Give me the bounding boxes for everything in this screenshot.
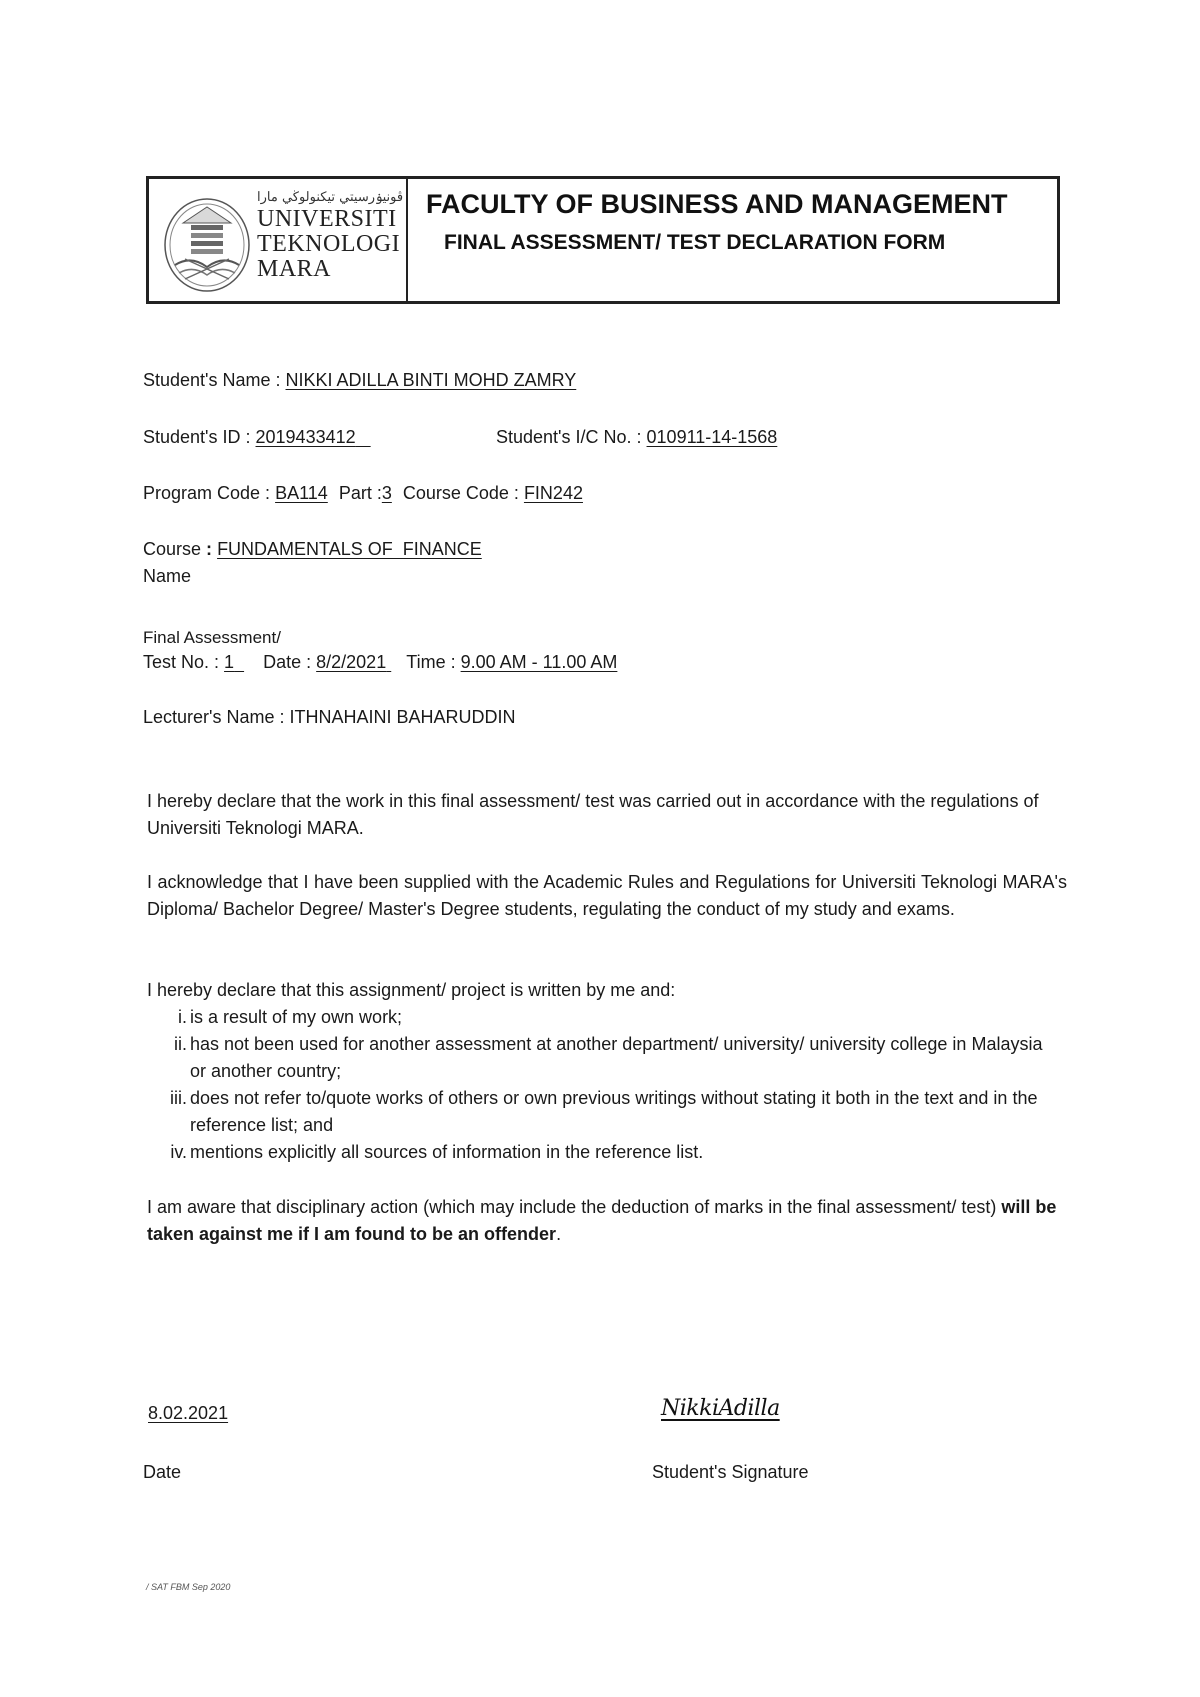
signature-label: Student's Signature [652,1462,809,1482]
course-label-line2: Name [143,566,192,586]
declaration-paragraph-1: I hereby declare that the work in this final assessment/ test was carried out in accordance with the regulations of Universiti Teknologi MARA. [147,791,1039,838]
logo-line-1: UNIVERSITI [257,206,397,232]
student-ic-label: Student's I/C No. : [496,427,642,447]
course-code-label: Course Code : [402,483,519,503]
lecturer-row [143,707,516,728]
test-no-value: 1 [224,652,235,672]
student-name-row [143,370,576,391]
list-item-number: ii. [174,1034,187,1054]
assessment-label-line1: Final Assessment/ [143,628,281,647]
student-name-label: Student's Name : [143,370,281,390]
declaration-list-item [155,1031,1060,1085]
declaration-list-item [155,1004,1060,1031]
footer-note: / SAT FBM Sep 2020 [146,1582,231,1592]
logo-jawi-text: ڤونيۏرسيتي تيكنولوڬي مارا [257,190,403,205]
date-value: 8/2/2021 [316,652,387,672]
form-header [146,176,1060,304]
form-title: FINAL ASSESSMENT/ TEST DECLARATION FORM [444,231,946,254]
program-row [143,483,583,504]
declaration-list-item [155,1085,1060,1139]
course-name-row [143,539,482,560]
list-item-number: iii. [170,1088,187,1108]
program-code-value: BA114 [275,483,328,503]
declaration-list [155,1004,1060,1166]
part-value: 3 [381,483,392,503]
university-crest-icon [161,193,253,293]
student-ic-value: 010911-14-1568 [646,427,778,447]
list-item-text: is a result of my own work; [190,1007,403,1027]
time-value: 9.00 AM - 11.00 AM [460,652,618,672]
declaration-p4-end: . [556,1224,562,1244]
test-no-label: Test No. : [143,652,220,672]
course-label-colon: : [206,539,213,559]
declaration-paragraph-4 [147,1194,1067,1248]
date-underline-pad [386,652,391,672]
list-item-text: has not been used for another assessment at another department/ university/ university college in Malaysia or another country; [190,1034,1043,1081]
student-id-underline-pad [356,427,371,447]
student-id-row [143,427,371,448]
program-code-label: Program Code : [143,483,271,503]
declaration-paragraph-3: I hereby declare that this assignment/ project is written by me and: [147,980,676,1000]
student-id-label: Student's ID : [143,427,251,447]
university-logo [149,179,408,301]
student-id-value: 2019433412 [255,427,356,447]
course-name-value: FUNDAMENTALS OF FINANCE [217,539,482,559]
date-label: Date : [263,652,312,672]
student-name-value: NIKKI ADILLA BINTI MOHD ZAMRY [285,370,577,390]
course-label: Course [143,539,202,559]
declaration-paragraph-2: I acknowledge that I have been supplied with the Academic Rules and Regulations for Universiti Teknologi MARA's Diploma/ Bachelor Degree/ Master's Degree students, regulating the conduct of my study and exams. [147,872,1067,919]
lecturer-label: Lecturer's Name : [143,707,285,727]
lecturer-name: ITHNAHAINI BAHARUDDIN [289,707,516,727]
assessment-row [143,652,617,673]
list-item-text: mentions explicitly all sources of information in the reference list. [190,1142,704,1162]
signoff-date-label: Date [143,1462,182,1482]
declaration-list-item [155,1139,1060,1166]
student-signature: NikkiAdilla [661,1396,780,1421]
logo-line-3: MARA [257,256,332,282]
signoff-date-value: 8.02.2021 [148,1403,229,1423]
list-item-number: i. [178,1007,187,1027]
test-no-underline-pad [234,652,244,672]
student-ic-row [496,427,777,448]
time-label: Time : [406,652,456,672]
course-code-value: FIN242 [523,483,583,503]
university-wordmark [257,189,403,282]
declaration-p4-bold: will be taken against me if I am found to be an offender [147,1197,1057,1244]
declaration-p4-normal: I am aware that disciplinary action (which may include the deduction of marks in the final assessment/ test) [147,1197,997,1217]
logo-line-2: TEKNOLOGI [257,231,401,257]
list-item-text: does not refer to/quote works of others or own previous writings without stating it both in the text and in the reference list; and [190,1088,1038,1135]
faculty-title: FACULTY OF BUSINESS AND MANAGEMENT [426,189,1008,219]
part-label: Part : [338,483,382,503]
list-item-number: iv. [170,1142,187,1162]
header-title-cell [408,179,1057,301]
